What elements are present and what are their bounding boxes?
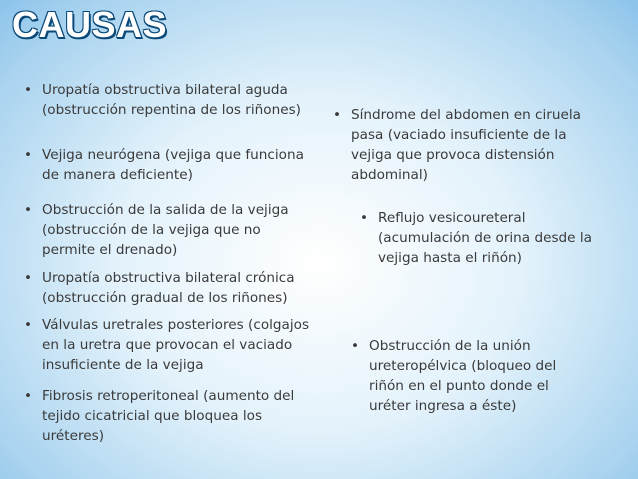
list-item-text: Válvulas uretrales posteriores (colgajos en la uretra que provocan el vaciado insuficiente de la vejiga (42, 317, 310, 373)
bullet: • (333, 107, 342, 123)
list-item (24, 200, 334, 260)
list-item (360, 208, 630, 268)
list-item-text: Reflujo vesicoureteral (acumulación de orina desde la vejiga hasta el riñón) (378, 210, 592, 266)
list-item (351, 336, 621, 416)
bullet: • (360, 210, 369, 226)
list-item-text: Fibrosis retroperitoneal (aumento del tejido cicatricial que bloquea los uréteres) (42, 388, 295, 444)
list-item-text: Vejiga neurógena (vejiga que funciona de manera deficiente) (42, 147, 304, 183)
list-item-text: Uropatía obstructiva bilateral aguda (obstrucción repentina de los riñones) (42, 82, 301, 118)
list-item-text: Obstrucción de la unión ureteropélvica (bloqueo del riñón en el punto donde el uréter ingresa a éste) (369, 338, 557, 414)
bullet: • (24, 270, 33, 286)
list-item (24, 386, 334, 446)
list-item (24, 315, 334, 375)
list-item (24, 268, 334, 308)
list-item (24, 80, 334, 120)
bullet: • (351, 338, 360, 354)
bullet: • (24, 147, 33, 163)
slide-title: CAUSAS (12, 4, 168, 45)
bullet: • (24, 202, 33, 218)
list-item-text: Uropatía obstructiva bilateral crónica (obstrucción gradual de los riñones) (42, 270, 295, 306)
list-item-text: Obstrucción de la salida de la vejiga (obstrucción de la vejiga que no permite el drenado) (42, 202, 289, 258)
bullet: • (24, 82, 33, 98)
bullet: • (24, 388, 33, 404)
list-item (333, 105, 623, 185)
list-item-text: Síndrome del abdomen en ciruela pasa (vaciado insuficiente de la vejiga que provoca distensión abdominal) (351, 107, 581, 183)
bullet: • (24, 317, 33, 333)
list-item (24, 145, 334, 185)
